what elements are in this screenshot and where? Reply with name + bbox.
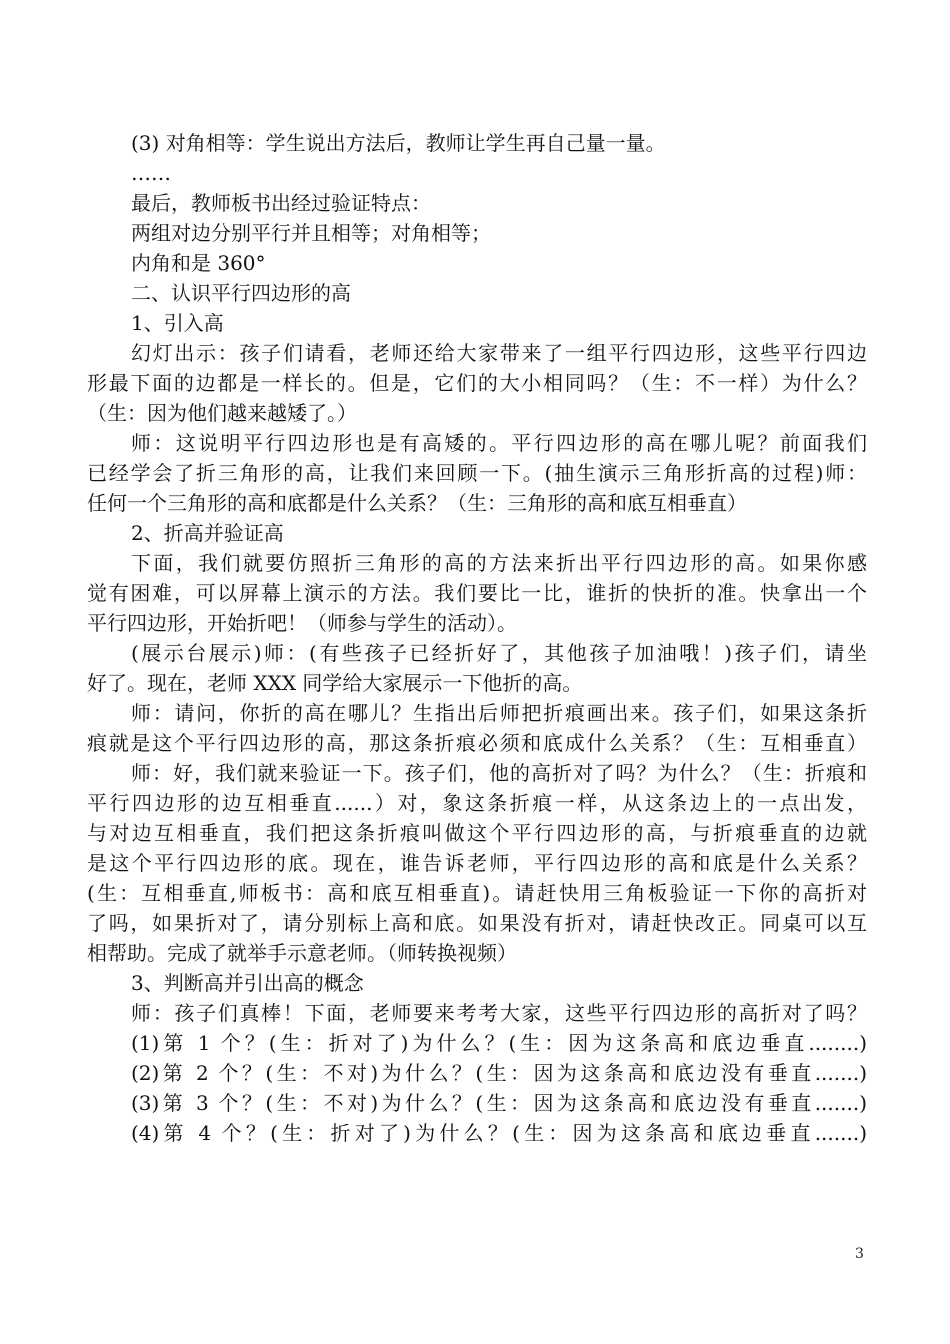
text-line: (2)第 2 个？(生：不对)为什么？(生：因为这条高和底边没有垂直.......) bbox=[131, 1061, 867, 1085]
text-line: 下面，我们就要仿照折三角形的高的方法来折出平行四边形的高。如果你感 bbox=[131, 551, 867, 575]
text-line: (生：互相垂直,师板书：高和底互相垂直)。请赶快用三角板验证一下你的高折对 bbox=[87, 881, 867, 905]
text-line: 幻灯出示：孩子们请看，老师还给大家带来了一组平行四边形，这些平行四边 bbox=[131, 341, 867, 365]
text-line: 觉有困难，可以屏幕上演示的方法。我们要比一比，谁折的快折的准。快拿出一个 bbox=[87, 581, 867, 605]
text-line: 平行四边形，开始折吧！（师参与学生的活动）。 bbox=[87, 611, 517, 635]
text-line: …… bbox=[131, 161, 171, 185]
text-line: 两组对边分别平行并且相等；对角相等； bbox=[131, 221, 491, 245]
page-number: 3 bbox=[855, 1246, 864, 1262]
text-line: (3)第 3 个？(生：不对)为什么？(生：因为这条高和底边没有垂直.......) bbox=[131, 1091, 867, 1115]
text-line: 形最下面的边都是一样长的。但是，它们的大小相同吗？（生：不一样）为什么？ bbox=[87, 371, 867, 395]
text-line: 2、折高并验证高 bbox=[131, 521, 284, 545]
text-line: 是这个平行四边形的底。现在，谁告诉老师，平行四边形的高和底是什么关系？ bbox=[87, 851, 867, 875]
text-line: (1)第 1 个？(生：折对了)为什么？(生：因为这条高和底边垂直........) bbox=[131, 1031, 867, 1055]
text-line: 好了。现在，老师 XXX 同学给大家展示一下他折的高。 bbox=[87, 671, 583, 695]
text-line: 3、判断高并引出高的概念 bbox=[131, 971, 364, 995]
text-line: 平行四边形的边互相垂直......）对，象这条折痕一样，从这条边上的一点出发， bbox=[87, 791, 867, 815]
text-line: (3) 对角相等：学生说出方法后，教师让学生再自己量一量。 bbox=[131, 131, 666, 155]
text-line: 与对边互相垂直，我们把这条折痕叫做这个平行四边形的高，与折痕垂直的边就 bbox=[87, 821, 867, 845]
document-body bbox=[87, 128, 867, 1148]
text-line: 内角和是 360° bbox=[131, 251, 266, 275]
text-line: 师：孩子们真棒！下面，老师要来考考大家，这些平行四边形的高折对了吗？ bbox=[131, 1001, 867, 1025]
text-line: （生：因为他们越来越矮了。） bbox=[87, 401, 357, 425]
text-line: 已经学会了折三角形的高，让我们来回顾一下。(抽生演示三角形折高的过程)师： bbox=[87, 461, 867, 485]
text-line: 任何一个三角形的高和底都是什么关系？（生：三角形的高和底互相垂直） bbox=[87, 491, 747, 515]
text-line: 二、认识平行四边形的高 bbox=[131, 281, 351, 305]
text-line: 痕就是这个平行四边形的高，那这条折痕必须和底成什么关系？（生：互相垂直） bbox=[87, 731, 867, 755]
text-line: 师：请问，你折的高在哪儿？生指出后师把折痕画出来。孩子们，如果这条折 bbox=[131, 701, 867, 725]
text-line: (展示台展示)师：(有些孩子已经折好了，其他孩子加油哦！)孩子们，请坐 bbox=[131, 641, 867, 665]
text-line: (4)第 4 个？(生：折对了)为什么？(生：因为这条高和底边垂直.......) bbox=[131, 1121, 867, 1145]
text-line: 了吗，如果折对了，请分别标上高和底。如果没有折对，请赶快改正。同桌可以互 bbox=[87, 911, 867, 935]
text-line: 1、引入高 bbox=[131, 311, 224, 335]
text-line: 最后，教师板书出经过验证特点： bbox=[131, 191, 431, 215]
text-line: 相帮助。完成了就举手示意老师。（师转换视频） bbox=[87, 941, 517, 965]
text-line: 师：好，我们就来验证一下。孩子们，他的高折对了吗？为什么？（生：折痕和 bbox=[131, 761, 867, 785]
text-line: 师：这说明平行四边形也是有高矮的。平行四边形的高在哪儿呢？前面我们 bbox=[131, 431, 867, 455]
